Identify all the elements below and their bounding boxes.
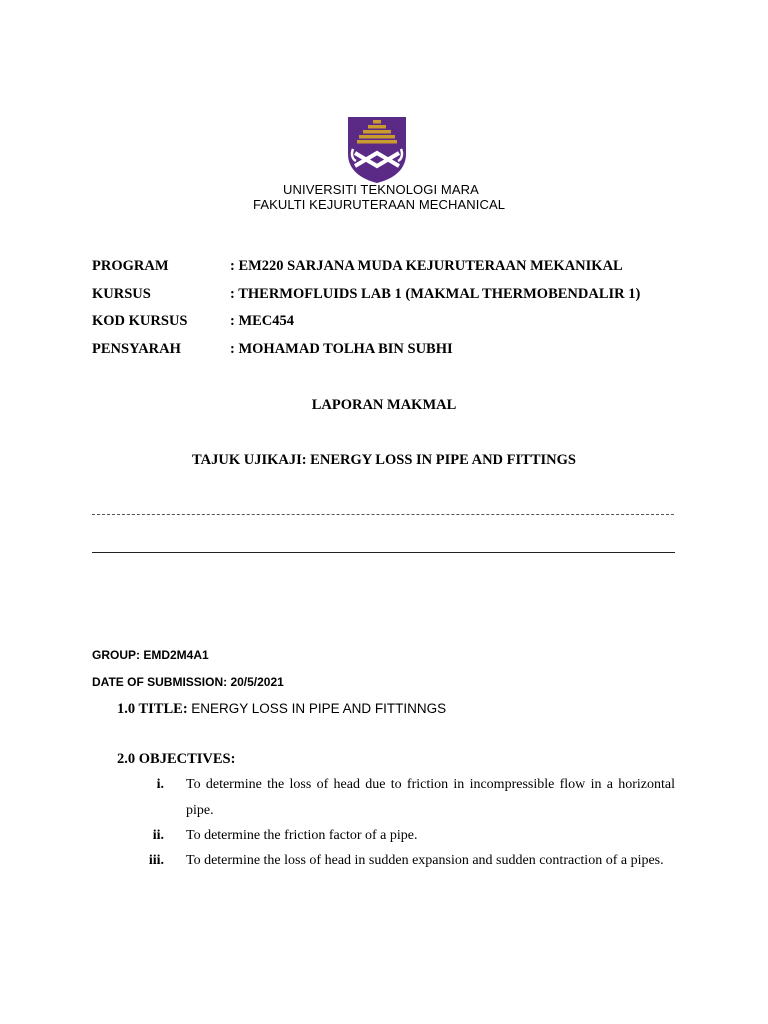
objective-number: ii. [152,828,164,843]
report-heading: LAPORAN MAKMAL [311,397,457,413]
info-label: KURSUS [92,286,151,302]
objective-number: iii. [148,853,164,868]
section-objectives-heading: 2.0 OBJECTIVES: [117,751,236,767]
info-label: PROGRAM [92,258,169,274]
group-label: GROUP: EMD2M4A1 [92,648,209,662]
solid-divider [92,552,675,553]
university-name: UNIVERSITI TEKNOLOGI MARA [283,182,479,197]
objective-text: To determine the loss of head due to friction in incompressible flow in a horizontal pipe. [186,777,675,818]
info-value: : THERMOFLUIDS LAB 1 (MAKMAL THERMOBENDALIR 1) [230,286,641,302]
objective-number: i. [156,777,164,792]
info-value: : MOHAMAD TOLHA BIN SUBHI [230,341,453,357]
info-value: : EM220 SARJANA MUDA KEJURUTERAAN MEKANIKAL [230,258,623,274]
info-label: KOD KURSUS [92,313,188,329]
submission-date: DATE OF SUBMISSION: 20/5/2021 [92,675,284,689]
experiment-title: TAJUK UJIKAJI: ENERGY LOSS IN PIPE AND FITTINGS [192,452,576,468]
section-title-value: ENERGY LOSS IN PIPE AND FITTINNGS [191,701,447,716]
faculty-name: FAKULTI KEJURUTERAAN MECHANICAL [253,197,506,212]
section-title-label: 1.0 TITLE: [117,701,188,717]
info-value: : MEC454 [230,313,295,329]
uitm-crest-icon [347,116,407,184]
section-title [117,701,446,718]
dashed-divider [92,514,674,515]
info-label: PENSYARAH [92,341,181,357]
objective-text: To determine the loss of head in sudden expansion and sudden contraction of a pipes. [186,853,664,868]
objective-text: To determine the friction factor of a pipe. [186,828,418,843]
